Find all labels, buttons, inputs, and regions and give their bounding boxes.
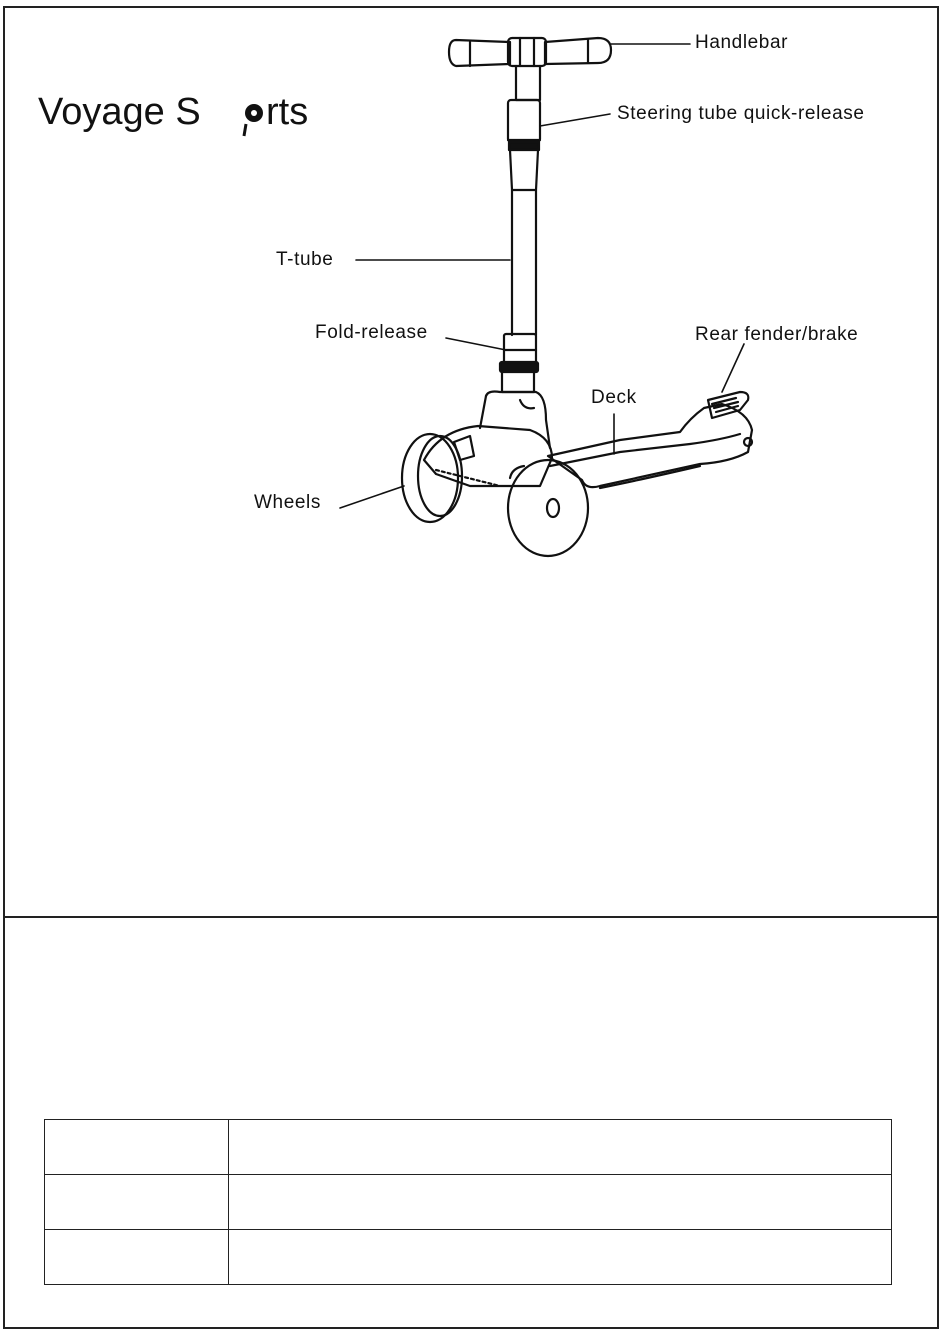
table-row [45, 1120, 892, 1175]
table-row [45, 1175, 892, 1230]
steering-tube [508, 66, 540, 190]
table-row [45, 1230, 892, 1285]
spec-table [44, 1119, 892, 1285]
callout-fold-release: Fold-release [315, 322, 428, 343]
callout-deck: Deck [591, 387, 637, 408]
callout-steering-tube: Steering tube quick-release [617, 103, 865, 124]
front-body [424, 426, 552, 486]
callout-wheels: Wheels [254, 492, 321, 513]
table-cell-label [45, 1230, 229, 1285]
callout-handlebar: Handlebar [695, 32, 789, 53]
wheel-front-right [508, 460, 588, 556]
table-cell-value [229, 1175, 892, 1230]
steering-head [480, 392, 550, 449]
logo-text-start: Voyage S [38, 91, 201, 133]
callout-t-tube: T-tube [276, 249, 334, 270]
table-cell-label [45, 1120, 229, 1175]
section-divider [3, 916, 939, 918]
fold-release [500, 334, 538, 392]
handlebar [449, 38, 611, 66]
scooter-diagram [0, 0, 950, 620]
logo-text-end: rts [266, 91, 309, 133]
table-cell-label [45, 1175, 229, 1230]
callout-rear-fender: Rear fender/brake [695, 324, 859, 345]
table-cell-value [229, 1120, 892, 1175]
t-tube [512, 190, 536, 335]
table-cell-value [229, 1230, 892, 1285]
